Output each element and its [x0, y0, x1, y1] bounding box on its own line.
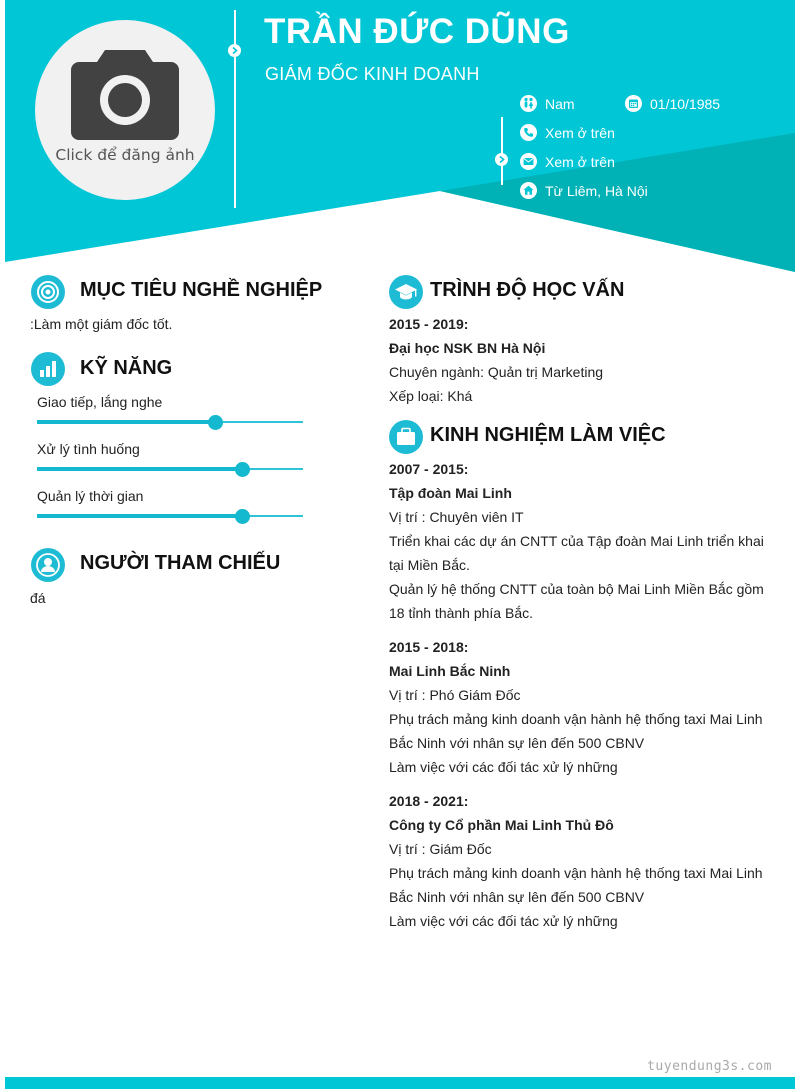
- graduation-cap-icon: [389, 275, 423, 309]
- skill-knob[interactable]: [235, 509, 250, 524]
- skill-fill: [37, 420, 215, 424]
- references-heading: NGƯỜI THAM CHIẾU: [80, 552, 281, 574]
- skill-slider[interactable]: [37, 421, 303, 423]
- skill-slider[interactable]: [37, 515, 303, 517]
- job-line: Phụ trách mảng kinh doanh vận hành hệ thống taxi Mai Linh: [389, 711, 763, 727]
- header-divider-right: [501, 117, 503, 185]
- education-grade: Xếp loại: Khá: [389, 388, 473, 404]
- birthday-value: 01/10/1985: [650, 96, 721, 112]
- objective-heading: MỤC TIÊU NGHỀ NGHIỆP: [80, 279, 323, 301]
- job-line: Vị trí : Giám Đốc: [389, 841, 492, 857]
- footer-bar: [5, 1077, 795, 1089]
- job-line: Làm việc với các đối tác xử lý những: [389, 913, 618, 929]
- job-line: Làm việc với các đối tác xử lý những: [389, 759, 618, 775]
- watermark: tuyendung3s.com: [647, 1059, 772, 1074]
- target-icon: [31, 275, 65, 309]
- candidate-name: TRẦN ĐỨC DŨNG: [264, 12, 570, 51]
- job-company: Công ty Cổ phần Mai Linh Thủ Đô: [389, 817, 614, 833]
- skill-slider[interactable]: [37, 468, 303, 470]
- header-arrow-right: [495, 153, 508, 166]
- phone-icon: [520, 124, 537, 141]
- job-company: Mai Linh Bắc Ninh: [389, 663, 511, 679]
- references-text: đá: [30, 590, 46, 606]
- photo-upload-label: Click để đăng ảnh: [55, 146, 195, 164]
- address-value: Từ Liêm, Hà Nội: [545, 183, 648, 199]
- skill-fill: [37, 514, 242, 518]
- education-period: 2015 - 2019:: [389, 316, 469, 332]
- job-line: Triển khai các dự án CNTT của Tập đoàn Mai Linh triển khai: [389, 533, 764, 549]
- camera-icon: [71, 46, 179, 142]
- profile-photo-upload[interactable]: [35, 20, 215, 200]
- gender-icon: [520, 95, 537, 112]
- header-divider-left: [234, 10, 236, 208]
- user-icon: [31, 548, 65, 582]
- email-value: Xem ở trên: [545, 154, 615, 170]
- job-period: 2007 - 2015:: [389, 461, 469, 477]
- home-icon: [520, 182, 537, 199]
- header-arrow-left: [228, 44, 241, 57]
- job-company: Tập đoàn Mai Linh: [389, 485, 512, 501]
- phone-value: Xem ở trên: [545, 125, 615, 141]
- job-line: 18 tỉnh thành phía Bắc.: [389, 605, 533, 621]
- job-line: Vị trí : Chuyên viên IT: [389, 509, 524, 525]
- skill-knob[interactable]: [235, 462, 250, 477]
- job-line: Bắc Ninh với nhân sự lên đến 500 CBNV: [389, 735, 645, 751]
- job-period: 2015 - 2018:: [389, 639, 469, 655]
- job-period: 2018 - 2021:: [389, 793, 469, 809]
- job-line: tại Miền Bắc.: [389, 557, 470, 573]
- calendar-icon: [625, 95, 642, 112]
- briefcase-icon: [389, 420, 423, 454]
- skill-knob[interactable]: [208, 415, 223, 430]
- skills-heading: KỸ NĂNG: [80, 357, 173, 379]
- objective-text: :Làm một giám đốc tốt.: [30, 316, 173, 332]
- experience-heading: KINH NGHIỆM LÀM VIỆC: [430, 424, 666, 446]
- skill-label: Giao tiếp, lắng nghe: [37, 394, 163, 410]
- education-school: Đại học NSK BN Hà Nội: [389, 340, 546, 356]
- job-line: Phụ trách mảng kinh doanh vận hành hệ thống taxi Mai Linh: [389, 865, 763, 881]
- skill-label: Quản lý thời gian: [37, 488, 144, 504]
- candidate-job-title: GIÁM ĐỐC KINH DOANH: [265, 64, 480, 84]
- job-line: Bắc Ninh với nhân sự lên đến 500 CBNV: [389, 889, 645, 905]
- gender-value: Nam: [545, 96, 575, 112]
- skill-fill: [37, 467, 242, 471]
- bar-chart-icon: [31, 352, 65, 386]
- education-major: Chuyên ngành: Quản trị Marketing: [389, 364, 604, 380]
- education-heading: TRÌNH ĐỘ HỌC VẤN: [430, 279, 625, 301]
- job-line: Vị trí : Phó Giám Đốc: [389, 687, 521, 703]
- skill-label: Xử lý tình huống: [37, 441, 140, 457]
- email-icon: [520, 153, 537, 170]
- job-line: Quản lý hệ thống CNTT của toàn bộ Mai Linh Miền Bắc gồm: [389, 581, 764, 597]
